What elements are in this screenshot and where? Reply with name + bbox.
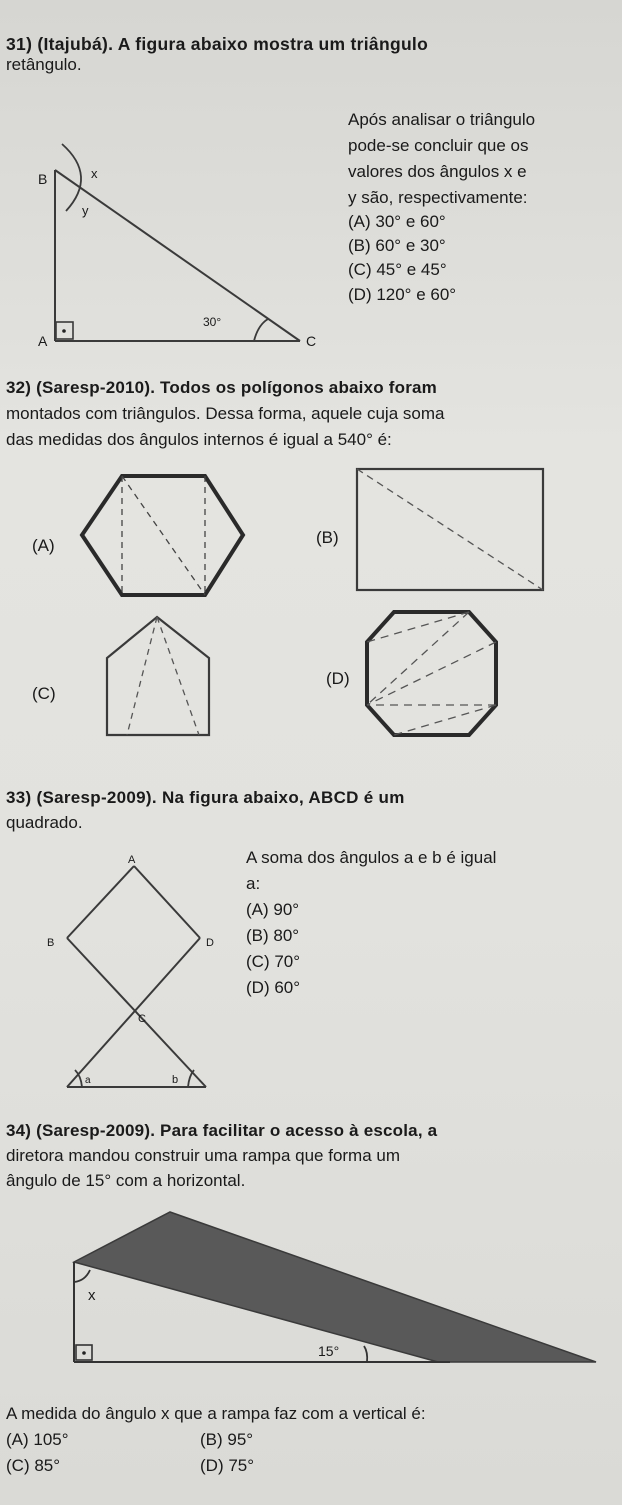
q34-option-b: (B) 95° [200, 1430, 254, 1449]
q34-angle-arc-x [74, 1270, 90, 1282]
q34-line-1: 34) (Saresp-2009). Para facilitar o acesso à escola, a [6, 1121, 438, 1140]
q33-option-c: (C) 70° [246, 952, 301, 971]
q32-pentagon-c [107, 617, 209, 735]
q31-header-cont: retângulo. [6, 55, 82, 74]
q33-vertex-d: D [206, 937, 214, 949]
q31-vertex-c: C [306, 333, 317, 349]
q33-text-line: A soma dos ângulos a e b é igual [246, 848, 497, 867]
q33-text-line: a: [246, 874, 261, 893]
q32-line-1: 32) (Saresp-2010). Todos os polígonos abaixo foram [6, 378, 437, 397]
q31-vertex-b: B [38, 171, 48, 187]
q34-line-2: diretora mandou construir uma rampa que forma um [6, 1146, 401, 1165]
q33-angle-arc-b [188, 1070, 194, 1087]
q32-hexagon-a [82, 476, 243, 595]
q31-option-b: (B) 60° e 30° [348, 236, 446, 255]
q31-vertex-a: A [38, 333, 48, 349]
q32-octagon-diagonal [367, 642, 496, 705]
q31-right-angle-dot [62, 329, 66, 333]
q34-ramp-figure [0, 1200, 622, 1380]
q31-text-line: Após analisar o triângulo [348, 110, 536, 129]
q33-vertex-c: C [138, 1013, 146, 1025]
q34-option-d: (D) 75° [200, 1456, 255, 1475]
q34-question: A medida do ângulo x que a rampa faz com a vertical é: [6, 1404, 426, 1423]
q31-option-a: (A) 30° e 60° [348, 212, 446, 231]
q31-right-triangle-figure [0, 0, 622, 380]
q31-side-bc [55, 170, 300, 341]
q31-angle-c-label: 30° [203, 315, 222, 329]
q33-line-2: quadrado. [6, 813, 83, 832]
q31-text-line: y são, respectivamente: [348, 188, 528, 207]
q32-label-a: (A) [32, 536, 55, 555]
q33-vertex-b: B [47, 937, 55, 949]
q32-line-2: montados com triângulos. Dessa forma, aquele cuja soma [6, 404, 445, 423]
q34-angle-arc-15 [364, 1346, 367, 1362]
q33-side-ab [67, 866, 134, 938]
q33-angle-b-label: b [172, 1074, 179, 1086]
q31-header: 31) (Itajubá). A figura abaixo mostra um triângulo [6, 34, 429, 54]
q33-option-a: (A) 90° [246, 900, 300, 919]
q31-option-c: (C) 45° e 45° [348, 260, 447, 279]
q33-option-d: (D) 60° [246, 978, 301, 997]
q32-label-d: (D) [326, 669, 350, 688]
q34-option-c: (C) 85° [6, 1456, 61, 1475]
q31-text-line: valores dos ângulos x e [348, 162, 527, 181]
q31-angle-arc-c [254, 319, 268, 341]
q34-line-3: ângulo de 15° com a horizontal. [6, 1171, 246, 1190]
q32-hexagon-diagonal [122, 476, 205, 595]
q32-label-c: (C) [32, 684, 56, 703]
q34-ramp-slab [74, 1212, 596, 1362]
q33-angle-a-label: a [85, 1075, 91, 1086]
q33-side-ad [134, 866, 200, 938]
q32-label-b: (B) [316, 528, 339, 547]
q31-angle-x-label: x [91, 166, 98, 181]
q33-vertex-a: A [128, 854, 136, 866]
q32-polygons-figure [0, 460, 622, 760]
q33-square-figure [0, 840, 622, 1100]
q34-option-a: (A) 105° [6, 1430, 69, 1449]
q33-option-b: (B) 80° [246, 926, 300, 945]
q31-angle-y-label: y [82, 203, 89, 218]
q31-text-line: pode-se concluir que os [348, 136, 529, 155]
q34-angle-15-label: 15° [318, 1343, 340, 1359]
q32-rectangle-diagonal [357, 469, 543, 590]
q34-right-angle-dot [82, 1351, 86, 1355]
q32-line-3: das medidas dos ângulos internos é igual a 540° é: [6, 430, 392, 449]
q33-line-1: 33) (Saresp-2009). Na figura abaixo, ABCD é um [6, 788, 405, 807]
q32-pentagon-diagonal [127, 617, 157, 735]
q34-angle-x-label: x [88, 1287, 96, 1304]
q31-option-d: (D) 120° e 60° [348, 285, 457, 304]
